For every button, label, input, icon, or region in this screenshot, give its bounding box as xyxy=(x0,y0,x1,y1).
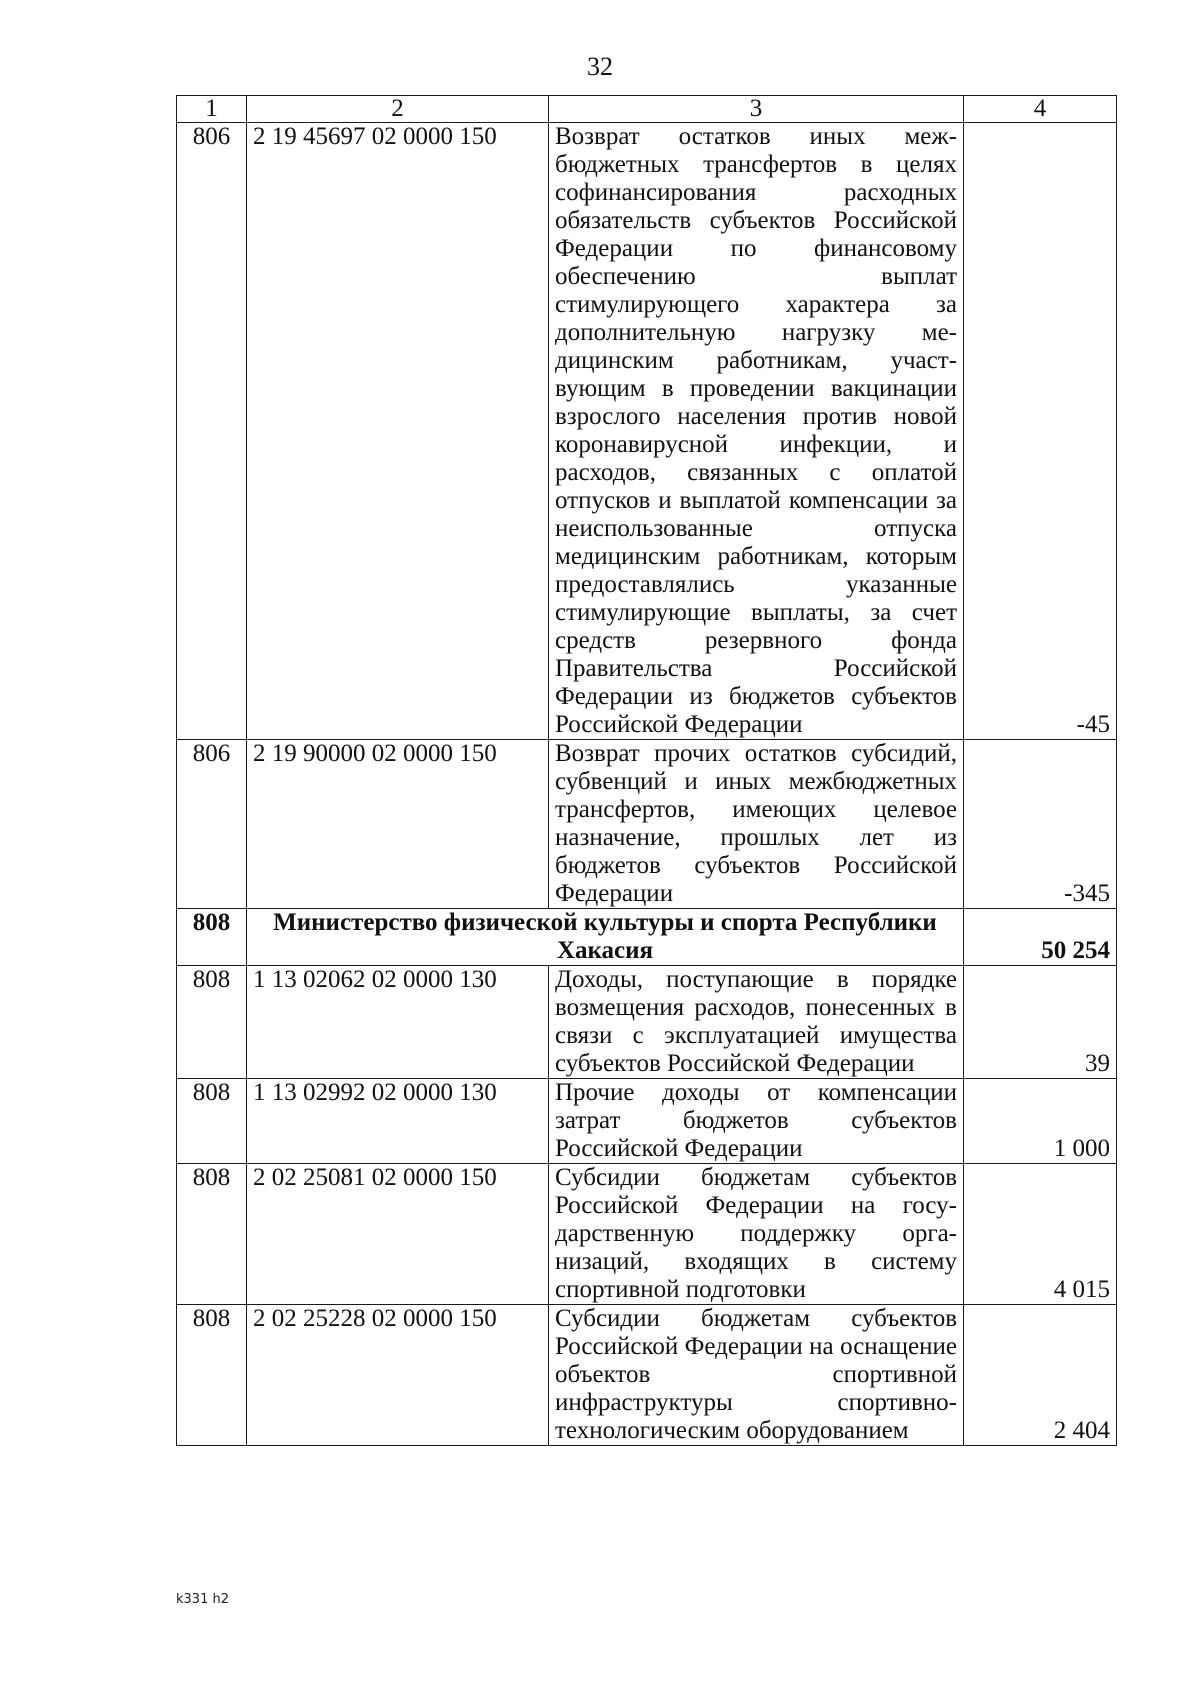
revenue-name-cell: Возврат остатков иных межбюджетных трансфертов в целях софинансирования расходных обязательств субъектов Российской Федерации по финансовому обеспечению выплат стимулирующего характера за дополнительную нагрузку медицинским работникам, участвующим в проведении вакцинации взрослого населения против новой коронавирусной инфекции, и расходов, связанных с оплатой отпусков и выплатой компенсации за неиспользованные отпуска медицинским работникам, которым предоставлялись указанные стимулирующие выплаты, за счет средств резервного фонда Правительства Российской Федерации из бюджетов субъектов Российской Федерации xyxy=(549,123,964,740)
table-row xyxy=(177,1164,1117,1305)
revenue-name-cell: Субсидии бюджетам субъектов Российской Федерации на государственную поддержку организаций, входящих в систему спортивной подготовки xyxy=(549,1164,964,1305)
budget-code-cell: 2 02 25228 02 0000 150 xyxy=(247,1305,549,1446)
revenue-name-cell: Доходы, поступающие в порядке возмещения расходов, понесенных в связи с эксплуатацией имущества субъектов Российской Федерации xyxy=(549,966,964,1079)
section-admin-code-cell: 808 xyxy=(177,909,247,966)
amount-cell: -345 xyxy=(964,740,1117,909)
table-row xyxy=(177,123,1117,740)
amount-cell: 1 000 xyxy=(964,1079,1117,1164)
budget-code-cell: 2 02 25081 02 0000 150 xyxy=(247,1164,549,1305)
admin-code-cell: 808 xyxy=(177,966,247,1079)
table-row xyxy=(177,740,1117,909)
admin-code-cell: 806 xyxy=(177,740,247,909)
table-row xyxy=(177,1305,1117,1446)
revenue-name-cell: Возврат прочих остатков субсидий, субвенций и иных межбюджетных трансфертов, имеющих целевое назначение, прошлых лет из бюджетов субъектов Российской Федерации xyxy=(549,740,964,909)
admin-code-cell: 806 xyxy=(177,123,247,740)
revenue-name-cell: Субсидии бюджетам субъектов Российской Федерации на оснащение объектов спортивной инфраструктуры спортивно-технологическим оборудованием xyxy=(549,1305,964,1446)
column-header-3: 3 xyxy=(549,96,964,123)
budget-revenue-table xyxy=(176,95,1117,1446)
budget-code-cell: 1 13 02062 02 0000 130 xyxy=(247,966,549,1079)
section-total-cell: 50 254 xyxy=(964,909,1117,966)
budget-code-cell: 2 19 45697 02 0000 150 xyxy=(247,123,549,740)
page-number: 32 xyxy=(587,52,613,81)
revenue-name-cell: Прочие доходы от компенсации затрат бюджетов субъектов Российской Федерации xyxy=(549,1079,964,1164)
column-header-2: 2 xyxy=(247,96,549,123)
table-row xyxy=(177,1079,1117,1164)
budget-code-cell: 1 13 02992 02 0000 130 xyxy=(247,1079,549,1164)
admin-code-cell: 808 xyxy=(177,1164,247,1305)
amount-cell: 39 xyxy=(964,966,1117,1079)
table-header-row xyxy=(177,96,1117,123)
admin-code-cell: 808 xyxy=(177,1079,247,1164)
admin-code-cell: 808 xyxy=(177,1305,247,1446)
section-title-cell: Министерство физической культуры и спорта Республики Хакасия xyxy=(247,909,964,966)
section-header-row xyxy=(177,909,1117,966)
amount-cell: 2 404 xyxy=(964,1305,1117,1446)
amount-cell: -45 xyxy=(964,123,1117,740)
budget-code-cell: 2 19 90000 02 0000 150 xyxy=(247,740,549,909)
column-header-1: 1 xyxy=(177,96,247,123)
table-row xyxy=(177,966,1117,1079)
column-header-4: 4 xyxy=(964,96,1117,123)
amount-cell: 4 015 xyxy=(964,1164,1117,1305)
document-footer-code: k331 h2 xyxy=(176,1592,229,1607)
